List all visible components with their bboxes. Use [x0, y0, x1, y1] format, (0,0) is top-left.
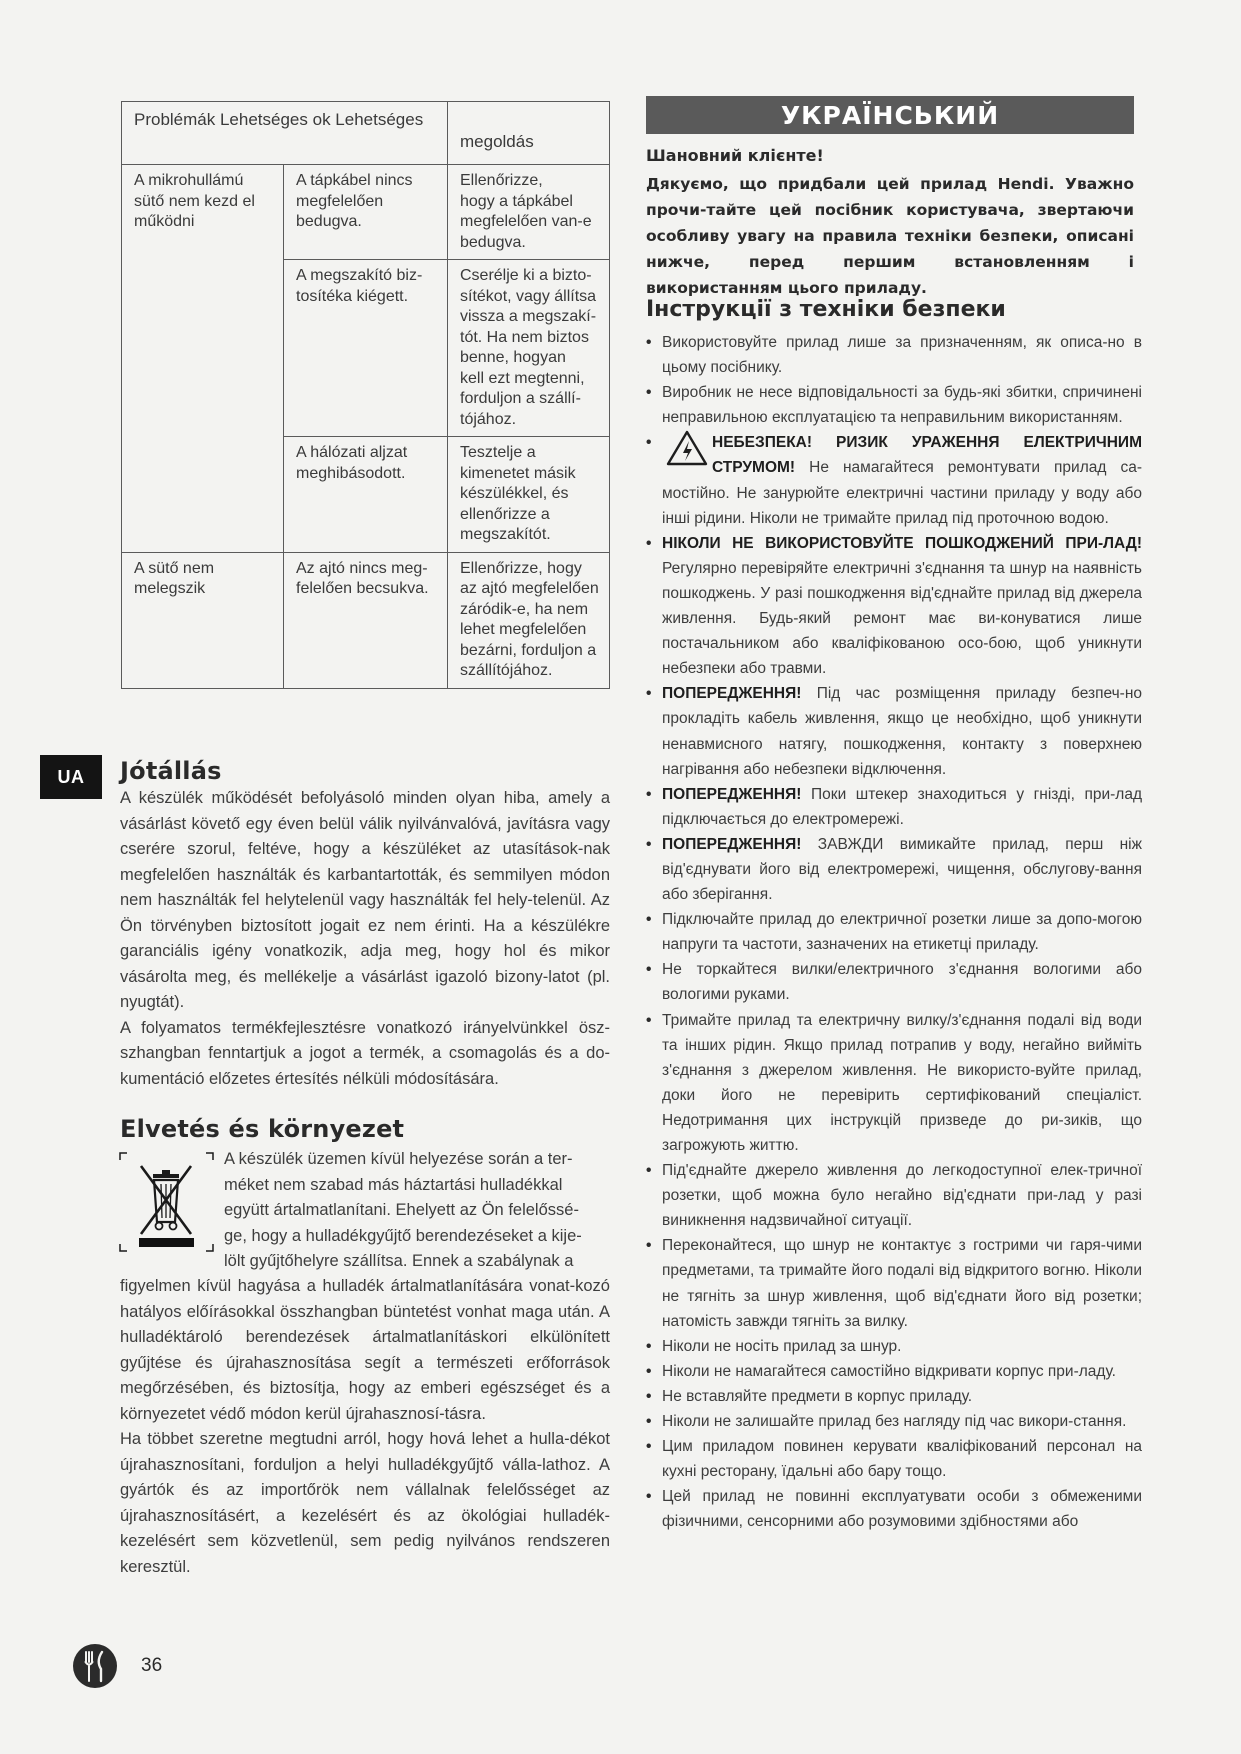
- table-cell-solution: Tesztelje a kimenetet másik készülékkel, és ellenőrizze a megszakítót.: [448, 437, 610, 553]
- item-text: Використовуйте прилад лише за призначенням, як описа-но в цьому посібнику.: [662, 334, 1142, 377]
- greeting: Шановний клієнте!: [646, 146, 824, 165]
- warranty-paragraph-2: A folyamatos termékfejlesztésre vonatkozó irányelvünkkel ösz-szhangban fenntartjuk a jogot a termék, a csomagolás és a do-kumentáció előzetes értesítés nélküli módosítására.: [120, 1018, 610, 1088]
- table-cell-cause: Az ajtó nincs meg- felelően becsukva.: [284, 552, 448, 688]
- table-row: [122, 552, 610, 688]
- weee-bin-icon: [119, 1152, 214, 1252]
- item-text: Під час розміщення приладу безпеч-но прокладіть кабель живлення, якщо це необхідно, щоб уникнути ненавмисного натягу, пошкодження, контакту з поверхнею нагрівання або небезпеки відключення.: [662, 685, 1142, 778]
- item-text: Регулярно перевіряйте електричні з'єднання та шнур на наявність пошкоджень. У разі пошкодження від'єднайте прилад від джерела живлення. Будь-який ремонт має ви-конуватися лише постачальником або кваліфікованою осо-бою, щоб уникнути небезпеки або травми.: [662, 559, 1142, 678]
- list-item: [646, 1434, 1142, 1484]
- table-cell-cause: A megszakító biz- tosítéka kiégett.: [284, 260, 448, 437]
- safety-heading: Інструкції з техніки безпеки: [646, 297, 1006, 322]
- item-lead: НЕБЕЗПЕКА! РИЗИК УРАЖЕННЯ ЕЛЕКТРИЧНИМ СТРУМОМ!: [712, 434, 1142, 477]
- list-item: [646, 330, 1142, 380]
- list-item: [646, 1409, 1142, 1434]
- item-lead: ПОПЕРЕДЖЕННЯ!: [662, 835, 802, 853]
- disposal-body: [120, 1274, 610, 1580]
- table-cell-solution: Cserélje ki a bizto- sítékot, vagy állítsa vissza a megszakí- tót. Ha nem biztos benne, hogyan kell ezt megtenni, forduljon a szállí- tójához.: [448, 260, 610, 437]
- item-text: Ніколи не намагайтеся самостійно відкривати корпус при-ладу.: [662, 1362, 1116, 1380]
- list-item: [646, 430, 1142, 530]
- item-text: Переконайтеся, що шнур не контактує з гострими чи гаря-чими предметами, та тримайте його подалі від відкритого вогню. Ніколи не тягніть за шнур живлення, щоб від'єднати його від розетки; натомість завжди тягніть за вилку.: [662, 1237, 1142, 1330]
- safety-list: [646, 330, 1142, 1535]
- list-item: [646, 907, 1142, 957]
- item-text: Поки штекер знаходиться у гнізді, при-лад підключається до електромережі.: [662, 785, 1142, 828]
- table-header-row: [122, 102, 610, 165]
- table-header-right: megoldás: [460, 132, 534, 151]
- list-item: [646, 681, 1142, 781]
- item-text: Не намагайтеся ремонтувати прилад са-мостійно. Не занурюйте електричні частини приладу у воду або інші рідини. Ніколи не тримайте прилад під проточною водою.: [662, 459, 1142, 527]
- item-text: Не торкайтеся вилки/електричного з'єднання вологими або вологими руками.: [662, 961, 1142, 1004]
- table-row: [122, 165, 610, 260]
- item-text: Під'єднайте джерело живлення до легкодоступної елек-тричної розетки, щоб можна було негайно від'єднати при-лад у разі виникнення надзвичайної ситуації.: [662, 1162, 1142, 1230]
- item-lead: НІКОЛИ НЕ ВИКОРИСТОВУЙТЕ ПОШКОДЖЕНИЙ ПРИ-ЛАД!: [662, 534, 1142, 552]
- list-item: [646, 957, 1142, 1007]
- item-text: Виробник не несе відповідальності за будь-які збитки, спричинені неправильною експлуатацією та неправильним використанням.: [662, 384, 1142, 427]
- item-text: ЗАВЖДИ вимикайте прилад, перш ніж від'єднувати його від електромережі, чищення, обслугову-вання або зберігання.: [662, 835, 1142, 904]
- list-item: [646, 1158, 1142, 1233]
- disposal-line: együtt ártalmatlanítani. Ehelyett az Ön felelőssé-: [224, 1201, 579, 1219]
- list-item: [646, 1359, 1142, 1384]
- table-header-problems: [122, 102, 448, 165]
- table-cell-cause: A hálózati aljzat meghibásodott.: [284, 437, 448, 553]
- item-text: Цим приладом повинен керувати кваліфікований персонал на кухні ресторану, їдальні або бару тощо.: [662, 1438, 1142, 1481]
- warranty-paragraph-1: A készülék működését befolyásoló minden olyan hiba, amely a vásárlást követő egy éven belül válik nyilvánvalóvá, javításra vagy cserére szorul, feltéve, hogy a készüléket az utasítások-nak megfelelően használták és karbantartották, és semmilyen módon nem használták fel helytelenül vagy használták fel hely-telenül. Az Ön törvényben biztosított jogait ez nem érinti. Ha a készülékre garanciális igény vonatkozik, adja meg, hogy hol és mikor vásárolta meg, és mellékelje a vásárlást igazoló bizony-latot (pl. nyugtát).: [120, 789, 610, 1011]
- item-text: Не вставляйте предмети в корпус приладу.: [662, 1387, 973, 1405]
- table-cell-solution: Ellenőrizze, hogy a tápkábel megfelelően van-e bedugva.: [448, 165, 610, 260]
- disposal-paragraph-1: figyelmen kívül hagyása a hulladék ártalmatlanítására vonat-kozó hatályos előírásokkal összhangban büntetést vonhat maga után. A hulladéktároló berendezések ártalmatlanításkori elkülönített gyűjtése és újrahasznosítása segít a természeti erőforrások megőrzésében, és biztosítja, hogy az emberi egészséget és a környezetet védő módon kerül újrahasznosí-tásra.: [120, 1277, 610, 1423]
- item-text: Тримайте прилад та електричну вилку/з'єднання подалі від води та інших рідин. Якщо прилад потрапив у воду, негайно вийміть з'єднання з джерелом живлення. Не використо-вуйте прилад, доки його не перевірить сертифікований спеціаліст. Недотримання цих інструкцій призведе до ри-зиків, що загрожують життю.: [662, 1011, 1142, 1154]
- language-tab: UA: [40, 755, 102, 799]
- item-text: Ніколи не залишайте прилад без нагляду під час викори-стання.: [662, 1413, 1127, 1431]
- table-header-solution: [448, 102, 610, 165]
- item-text: Підключайте прилад до електричної розетки лише за допо-могою напруги та частоти, зазначених на етикетці приладу.: [662, 911, 1142, 954]
- page-number: 36: [141, 1655, 163, 1676]
- item-text: Цей прилад не повинні експлуатувати особи з обмеженими фізичними, сенсорними або розумовими здібностями або: [662, 1488, 1142, 1531]
- disposal-paragraph-2: Ha többet szeretne megtudni arról, hogy hová lehet a hulla-dékot újrahasznosítani, forduljon a helyi hulladékgyűjtő válla-lathoz. A gyártók és az importőrök nem vállalnak felelősséget az újrahasznosításért, a kezelésért és az ökológiai hulladék-kezelésért sem közvetlenül, sem pedig nyilvános rendszeren keresztül.: [120, 1430, 610, 1576]
- disposal-line: ge, hogy a hulladékgyűjtő berendezéseket a kije-: [224, 1226, 582, 1245]
- table-cell-solution: Ellenőrizze, hogy az ajtó megfelelően záródik-e, ha nem lehet megfelelően bezárni, forduljon a szállítójához.: [448, 552, 610, 688]
- table-cell-cause: A tápkábel nincs megfelelően bedugva.: [284, 165, 448, 260]
- item-text: Ніколи не носіть прилад за шнур.: [662, 1337, 902, 1355]
- item-lead: ПОПЕРЕДЖЕННЯ!: [662, 685, 802, 703]
- list-item: [646, 1484, 1142, 1534]
- disposal-line: méket nem szabad más háztartási hulladékkal: [224, 1175, 563, 1194]
- list-item: [646, 1334, 1142, 1359]
- list-item: [646, 832, 1142, 907]
- electric-hazard-icon: [666, 430, 708, 466]
- list-item: [646, 1384, 1142, 1409]
- disposal-line: lölt gyűjtőhelyre szállítsa. Ennek a szabálynak a: [224, 1252, 574, 1270]
- list-item: [646, 380, 1142, 430]
- warranty-body: [120, 786, 610, 1092]
- list-item: [646, 1008, 1142, 1159]
- disposal-line: A készülék üzemen kívül helyezése során a ter-: [224, 1150, 573, 1168]
- intro-text: Дякуємо, що придбали цей прилад Hendi. Уважно прочи-тайте цей посібник користувача, звертаючи особливу увагу на правила техніки безпеки, описані нижче, перед першим встановленням і використанням цього приладу.: [646, 175, 1134, 297]
- list-item: [646, 531, 1142, 682]
- language-banner: УКРАЇНСЬКИЙ: [646, 96, 1134, 134]
- table-header-left: Problémák Lehetséges ok Lehetséges: [134, 110, 424, 129]
- warranty-heading: Jótállás: [120, 757, 222, 785]
- table-cell-problem: A mikrohullámú sütő nem kezd el működni: [122, 165, 284, 553]
- list-item: [646, 782, 1142, 832]
- troubleshooting-table: [121, 101, 610, 689]
- hendi-cutlery-logo-icon: [72, 1643, 118, 1689]
- list-item: [646, 1233, 1142, 1333]
- item-lead: ПОПЕРЕДЖЕННЯ!: [662, 785, 802, 803]
- disposal-intro: [224, 1147, 610, 1275]
- disposal-heading: Elvetés és környezet: [120, 1115, 405, 1143]
- table-cell-problem: A sütő nem melegszik: [122, 552, 284, 688]
